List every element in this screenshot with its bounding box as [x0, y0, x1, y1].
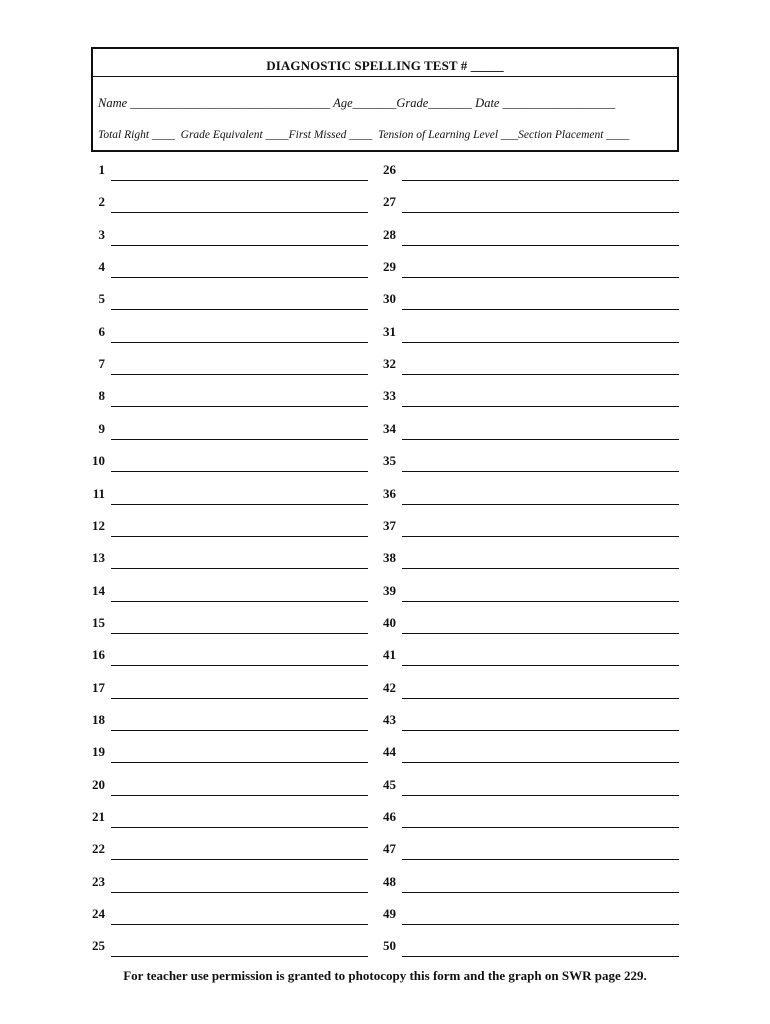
answer-write-line[interactable]: [402, 471, 679, 472]
answer-write-line[interactable]: [111, 698, 368, 699]
answer-item: [383, 582, 679, 602]
item-number: 26: [383, 162, 396, 177]
item-number: 19: [92, 744, 105, 760]
answer-write-line[interactable]: [111, 730, 368, 731]
item-number: 14: [92, 582, 105, 598]
answer-write-line[interactable]: [111, 827, 368, 828]
answer-write-line[interactable]: [111, 859, 368, 860]
item-number: 32: [383, 356, 396, 372]
answer-write-line[interactable]: [111, 601, 368, 602]
answer-item: [98, 162, 368, 181]
answer-write-line[interactable]: [111, 892, 368, 893]
answer-item: [98, 194, 368, 213]
item-number: 41: [383, 647, 396, 663]
answer-write-line[interactable]: [111, 633, 368, 634]
answer-item: [383, 744, 679, 763]
answer-write-line[interactable]: [402, 665, 679, 666]
answer-item: [98, 388, 368, 407]
item-number: 5: [98, 291, 105, 307]
answer-item: [383, 323, 679, 343]
item-number: 10: [92, 453, 105, 469]
item-number: 18: [92, 711, 105, 727]
answer-write-line[interactable]: [111, 180, 368, 181]
item-number: 49: [383, 906, 396, 922]
answer-item: [92, 938, 368, 957]
item-number: 40: [383, 614, 396, 630]
item-number: 33: [383, 388, 396, 404]
answer-write-line[interactable]: [111, 956, 368, 957]
answer-item: [383, 517, 679, 537]
answer-write-line[interactable]: [402, 827, 679, 828]
answer-write-line[interactable]: [402, 374, 679, 375]
answer-item: [383, 809, 679, 828]
item-number: 37: [383, 517, 396, 533]
answer-write-line[interactable]: [402, 504, 679, 505]
answer-item: [383, 906, 679, 925]
answer-item: [383, 873, 679, 893]
answer-write-line[interactable]: [402, 406, 679, 407]
answer-item: [92, 485, 368, 505]
item-number: 25: [92, 938, 105, 954]
answer-item: [92, 550, 368, 569]
answer-write-line[interactable]: [402, 212, 679, 213]
item-number: 9: [98, 420, 105, 436]
answer-item: [383, 291, 679, 310]
item-number: 7: [98, 356, 105, 372]
answer-write-line[interactable]: [402, 277, 679, 278]
answer-write-line[interactable]: [111, 374, 368, 375]
item-number: 30: [383, 291, 396, 307]
item-number: 17: [92, 679, 105, 695]
item-number: 31: [383, 323, 396, 339]
footer-permission-note: For teacher use permission is granted to photocopy this form and the graph on SWR page 229.: [123, 968, 647, 983]
answer-item: [92, 453, 368, 472]
test-title: DIAGNOSTIC SPELLING TEST # _____: [266, 58, 504, 73]
item-number: 43: [383, 711, 396, 727]
answer-write-line[interactable]: [402, 439, 679, 440]
item-number: 20: [92, 776, 105, 792]
answer-write-line[interactable]: [402, 730, 679, 731]
answer-item: [383, 485, 679, 505]
item-number: 22: [92, 841, 105, 857]
answer-item: [383, 259, 679, 278]
item-number: 48: [383, 873, 396, 889]
item-number: 38: [383, 550, 396, 566]
answer-write-line[interactable]: [402, 859, 679, 860]
item-number: 1: [98, 162, 105, 177]
answer-item: [92, 744, 368, 763]
answer-write-line[interactable]: [402, 892, 679, 893]
answer-item: [383, 679, 679, 699]
answer-item: [383, 776, 679, 796]
answer-write-line[interactable]: [111, 439, 368, 440]
answer-item: [383, 647, 679, 666]
answer-write-line[interactable]: [402, 762, 679, 763]
answer-item: [98, 259, 368, 278]
answer-item: [383, 550, 679, 569]
item-number: 6: [98, 323, 105, 339]
answer-item: [92, 906, 368, 925]
answer-item: [98, 226, 368, 246]
answer-item: [383, 711, 679, 731]
item-number: 35: [383, 453, 396, 469]
answer-item: [383, 938, 679, 957]
item-number: 15: [92, 614, 105, 630]
answer-write-line[interactable]: [402, 956, 679, 957]
score-info-line[interactable]: Total Right ____ Grade Equivalent ____First Missed ____ Tension of Learning Level ___Section Placement ____: [98, 129, 630, 141]
answer-write-line[interactable]: [111, 536, 368, 537]
answer-write-line[interactable]: [111, 277, 368, 278]
item-number: 24: [92, 906, 105, 922]
answer-write-line[interactable]: [402, 698, 679, 699]
item-number: 13: [92, 550, 105, 566]
answer-item: [383, 226, 679, 246]
answer-item: [92, 776, 368, 796]
answer-item: [98, 291, 368, 310]
answer-write-line[interactable]: [111, 309, 368, 310]
answer-write-line[interactable]: [111, 665, 368, 666]
answer-item: [92, 614, 368, 634]
answer-write-line[interactable]: [402, 309, 679, 310]
item-number: 39: [383, 582, 396, 598]
item-number: 16: [92, 647, 105, 663]
item-number: 42: [383, 679, 396, 695]
answer-write-line[interactable]: [111, 342, 368, 343]
item-number: 23: [92, 873, 105, 889]
answer-item: [383, 614, 679, 634]
item-number: 2: [98, 194, 105, 210]
student-info-line[interactable]: Name ________________________________ Age_______Grade_______ Date __________________: [98, 96, 616, 110]
item-number: 8: [98, 388, 105, 404]
answer-item: [98, 323, 368, 343]
item-number: 21: [92, 809, 105, 824]
answer-write-line[interactable]: [111, 212, 368, 213]
answer-write-line[interactable]: [111, 795, 368, 796]
item-number: 44: [383, 744, 396, 760]
answer-write-line[interactable]: [111, 568, 368, 569]
item-number: 46: [383, 809, 396, 824]
answer-item: [98, 356, 368, 375]
item-number: 36: [383, 485, 396, 501]
item-number: 29: [383, 259, 396, 275]
answer-write-line[interactable]: [402, 568, 679, 569]
answer-item: [92, 873, 368, 893]
item-number: 3: [98, 226, 105, 242]
answer-write-line[interactable]: [111, 245, 368, 246]
item-number: 12: [92, 517, 105, 533]
answer-write-line[interactable]: [402, 180, 679, 181]
item-number: 50: [383, 938, 396, 954]
answer-write-line[interactable]: [111, 504, 368, 505]
answer-item: [92, 809, 368, 828]
answer-item: [383, 841, 679, 860]
answer-item: [92, 582, 368, 602]
item-number: 45: [383, 776, 396, 792]
item-number: 47: [383, 841, 396, 857]
answer-item: [383, 420, 679, 440]
answer-item: [383, 356, 679, 375]
item-number: 27: [383, 194, 396, 210]
answer-item: [92, 647, 368, 666]
answer-item: [383, 162, 679, 181]
test-header-box: [91, 47, 679, 152]
answer-item: [92, 711, 368, 731]
answer-write-line[interactable]: [402, 924, 679, 925]
answer-item: [383, 388, 679, 407]
answer-item: [92, 841, 368, 860]
item-number: 34: [383, 420, 396, 436]
item-number: 11: [92, 485, 105, 501]
answer-item: [383, 453, 679, 472]
item-number: 28: [383, 226, 396, 242]
answer-write-line[interactable]: [402, 795, 679, 796]
answer-item: [98, 420, 368, 440]
answer-write-line[interactable]: [111, 924, 368, 925]
answer-item: [383, 194, 679, 213]
answer-write-line[interactable]: [111, 471, 368, 472]
answer-item: [92, 517, 368, 537]
answer-write-line[interactable]: [402, 342, 679, 343]
answer-write-line[interactable]: [402, 601, 679, 602]
item-number: 4: [98, 259, 105, 275]
answer-write-line[interactable]: [402, 536, 679, 537]
answer-write-line[interactable]: [111, 406, 368, 407]
header-divider: [93, 76, 677, 77]
answer-write-line[interactable]: [111, 762, 368, 763]
answer-item: [92, 679, 368, 699]
answer-write-line[interactable]: [402, 633, 679, 634]
answer-write-line[interactable]: [402, 245, 679, 246]
